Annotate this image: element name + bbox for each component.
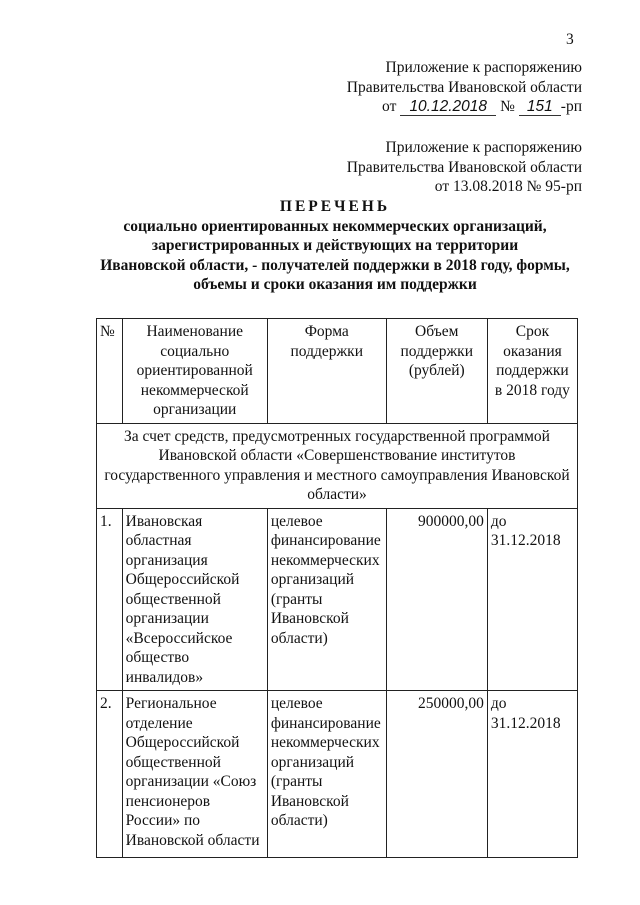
title-line: Ивановской области, - получателей поддержки в 2018 году, формы, [100, 256, 570, 274]
row-number: 2. [97, 691, 123, 858]
title-line: зарегистрированных и действующих на территории [151, 237, 519, 254]
table-row [97, 691, 578, 858]
section-row [97, 423, 578, 508]
title-line: социально ориентированных некоммерческих организаций, [123, 217, 547, 235]
appendix-date-line [347, 97, 582, 117]
appendix-line: Приложение к распоряжению [385, 139, 582, 156]
header-amount: Объем поддержки (рублей) [386, 319, 487, 424]
row-number: 1. [97, 508, 123, 691]
suffix: -рп [560, 98, 582, 115]
appendix-current [347, 58, 582, 117]
appendix-previous [347, 138, 582, 197]
document-title [90, 197, 580, 295]
number-label: № [500, 98, 515, 115]
title-line: объемы и сроки оказания им поддержки [193, 276, 477, 293]
header-term: Срок оказания поддержки в 2018 году [487, 319, 577, 424]
handwritten-date: 10.12.2018 [400, 99, 496, 116]
row-name: Региональное отделение Общероссийской общественной организации «Союз пенсионеров России» по Ивановской области [122, 691, 267, 858]
row-amount: 250000,00 [386, 691, 487, 858]
handwritten-number: 151 [519, 99, 561, 116]
appendix-line: от 13.08.2018 № 95-рп [434, 178, 582, 195]
organizations-table [96, 318, 578, 858]
appendix-line: Правительства Ивановской области [346, 158, 582, 176]
from-label: от [382, 98, 397, 115]
header-form: Форма поддержки [267, 319, 386, 424]
row-term: до 31.12.2018 [487, 508, 577, 691]
header-number: № [97, 319, 123, 424]
page-number: 3 [566, 31, 574, 48]
row-name: Ивановская областная организация Общероссийской общественной организации «Всероссийское общество инвалидов» [122, 508, 267, 691]
row-form: целевое финансирование некоммерческих организаций (гранты Ивановской области) [267, 691, 386, 858]
header-name: Наименование социально ориентированной некоммерческой организации [122, 319, 267, 424]
table-row [97, 508, 578, 691]
row-amount: 900000,00 [386, 508, 487, 691]
row-term: до 31.12.2018 [487, 691, 577, 858]
title-heading: ПЕРЕЧЕНЬ [279, 198, 391, 215]
appendix-line: Правительства Ивановской области [346, 78, 582, 96]
section-text: За счет средств, предусмотренных государственной программой Ивановской области «Совершенствование институтов государственного управления и местного самоуправления Ивановской области» [97, 423, 578, 508]
appendix-line: Приложение к распоряжению [385, 59, 582, 76]
row-form: целевое финансирование некоммерческих организаций (гранты Ивановской области) [267, 508, 386, 691]
table-header-row [97, 319, 578, 424]
